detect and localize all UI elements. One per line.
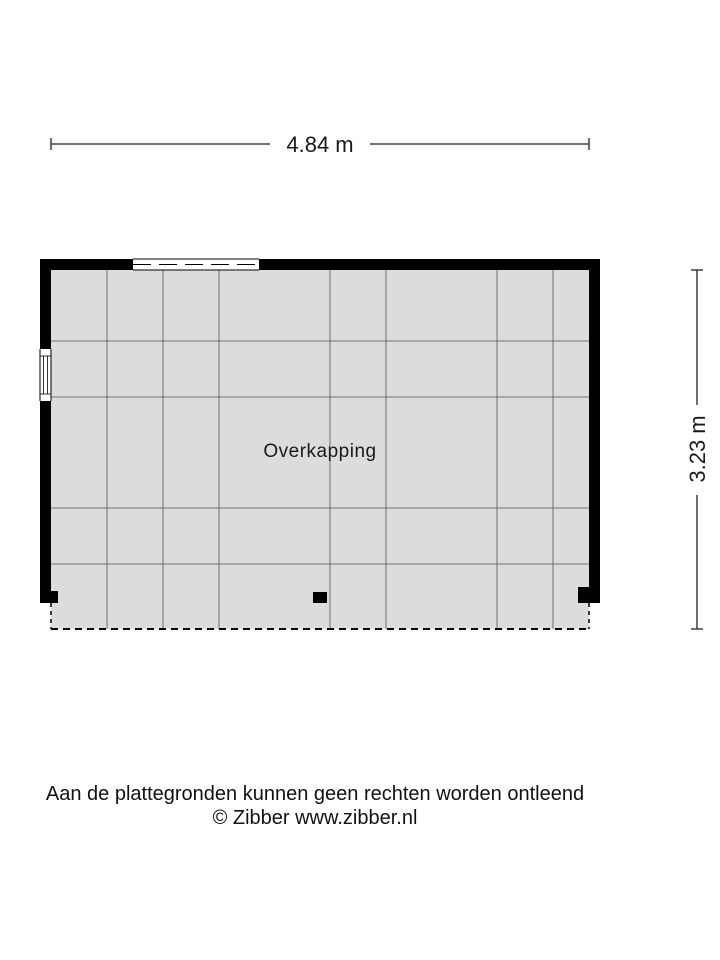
column-right — [578, 587, 600, 603]
column-middle — [313, 592, 327, 603]
right-wall — [589, 259, 600, 603]
width-dimension — [51, 132, 589, 157]
room-label: Overkapping — [263, 441, 377, 462]
width-label: 4.84 m — [286, 132, 354, 157]
left-wall — [40, 259, 51, 603]
copyright-text: © Zibber www.zibber.nl — [212, 807, 418, 829]
left-window — [40, 349, 51, 401]
top-wall — [40, 259, 600, 270]
height-dimension — [685, 270, 710, 629]
height-label: 3.23 m — [685, 415, 710, 483]
column-left — [40, 591, 58, 603]
top-window — [133, 259, 259, 270]
disclaimer-text: Aan de plattegronden kunnen geen rechten worden ontleend — [45, 783, 585, 805]
